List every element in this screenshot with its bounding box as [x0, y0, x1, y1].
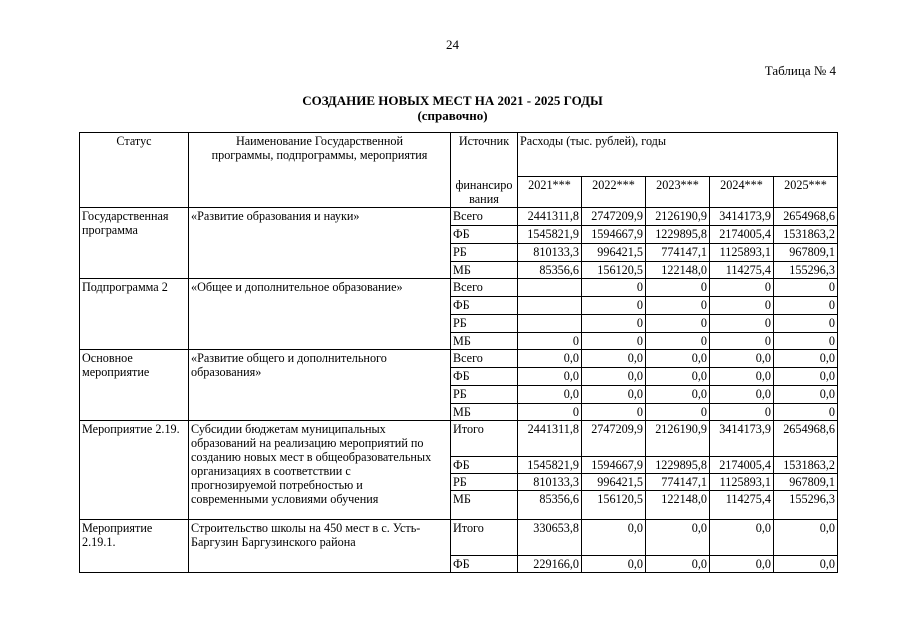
row-status: Мероприятие 2.19.1. [80, 519, 189, 572]
row-value: 0 [582, 314, 646, 332]
row-value: 2174005,4 [710, 456, 774, 473]
title-line-1: СОЗДАНИЕ НОВЫХ МЕСТ НА 2021 - 2025 ГОДЫ [302, 93, 603, 108]
header-name: Наименование Государственной программы, подпрограммы, мероприятия [189, 133, 451, 208]
header-year: 2021*** [518, 177, 582, 208]
row-value: 0,0 [646, 385, 710, 403]
row-value: 0,0 [710, 385, 774, 403]
row-value: 85356,6 [518, 490, 582, 519]
header-source-top: Источник [451, 133, 518, 177]
header-expenses: Расходы (тыс. рублей), годы [518, 133, 838, 177]
row-value: 0 [582, 278, 646, 296]
title-line-2: (справочно) [417, 108, 488, 123]
row-value: 0,0 [710, 555, 774, 572]
row-value: 1594667,9 [582, 456, 646, 473]
row-source: РБ [451, 473, 518, 490]
row-source: ФБ [451, 296, 518, 314]
row-value: 156120,5 [582, 490, 646, 519]
row-value: 2747209,9 [582, 420, 646, 456]
row-value: 1531863,2 [774, 456, 838, 473]
row-value: 996421,5 [582, 243, 646, 261]
row-value: 2747209,9 [582, 207, 646, 225]
row-value: 0 [774, 296, 838, 314]
row-value: 1229895,8 [646, 225, 710, 243]
row-value: 2441311,8 [518, 420, 582, 456]
row-value: 1229895,8 [646, 456, 710, 473]
row-value: 810133,3 [518, 473, 582, 490]
row-value [518, 314, 582, 332]
row-program-name: «Развитие образования и науки» [189, 207, 451, 278]
row-value: 0,0 [518, 349, 582, 367]
row-value: 0 [646, 296, 710, 314]
row-value: 0 [646, 278, 710, 296]
row-value: 0 [710, 314, 774, 332]
row-value: 0 [774, 314, 838, 332]
row-program-name: «Общее и дополнительное образование» [189, 278, 451, 349]
row-value: 0,0 [774, 349, 838, 367]
row-value: 1125893,1 [710, 243, 774, 261]
row-source: МБ [451, 490, 518, 519]
row-value: 0,0 [646, 519, 710, 555]
row-value: 85356,6 [518, 261, 582, 278]
row-value: 0 [710, 332, 774, 349]
row-value: 0,0 [582, 555, 646, 572]
table-label: Таблица № 4 [764, 63, 836, 78]
row-status: Основное мероприятие [80, 349, 189, 420]
row-value: 996421,5 [582, 473, 646, 490]
row-value: 774147,1 [646, 243, 710, 261]
table-row [80, 278, 838, 296]
row-value: 0 [710, 296, 774, 314]
row-value: 3414173,9 [710, 207, 774, 225]
row-value: 2654968,6 [774, 420, 838, 456]
row-value: 2654968,6 [774, 207, 838, 225]
row-value: 155296,3 [774, 261, 838, 278]
row-value: 0,0 [646, 367, 710, 385]
row-value: 0,0 [582, 519, 646, 555]
row-program-name: Субсидии бюджетам муниципальных образований на реализацию мероприятий по созданию новых мест в общеобразовательных организациях в соответствии с прогнозируемой потребностью и современными условиями обучения [189, 420, 451, 519]
row-value: 122148,0 [646, 490, 710, 519]
header-year: 2022*** [582, 177, 646, 208]
row-status: Государственная программа [80, 207, 189, 278]
row-source: РБ [451, 243, 518, 261]
row-value: 0,0 [518, 367, 582, 385]
row-value: 0 [646, 314, 710, 332]
row-source: МБ [451, 403, 518, 420]
row-value: 155296,3 [774, 490, 838, 519]
row-source: ФБ [451, 225, 518, 243]
row-value: 0,0 [774, 385, 838, 403]
row-value: 0,0 [582, 367, 646, 385]
row-source: Всего [451, 278, 518, 296]
row-value: 967809,1 [774, 243, 838, 261]
row-value: 0,0 [710, 367, 774, 385]
row-value: 0 [710, 278, 774, 296]
row-value: 114275,4 [710, 490, 774, 519]
row-value: 967809,1 [774, 473, 838, 490]
row-source: ФБ [451, 367, 518, 385]
row-value: 0 [646, 332, 710, 349]
row-value: 0 [582, 332, 646, 349]
row-value: 0,0 [710, 349, 774, 367]
row-value: 0 [774, 278, 838, 296]
row-source: Итого [451, 519, 518, 555]
row-value: 2441311,8 [518, 207, 582, 225]
funding-table [79, 132, 838, 573]
row-value: 0 [518, 332, 582, 349]
row-source: ФБ [451, 555, 518, 572]
header-status: Статус [80, 133, 189, 208]
table-row [80, 349, 838, 367]
row-value: 156120,5 [582, 261, 646, 278]
table-row [80, 519, 838, 555]
row-value: 1125893,1 [710, 473, 774, 490]
row-value: 2174005,4 [710, 225, 774, 243]
row-value: 2126190,9 [646, 207, 710, 225]
row-value: 0,0 [774, 555, 838, 572]
row-source: Всего [451, 207, 518, 225]
row-value: 122148,0 [646, 261, 710, 278]
row-status: Подпрограмма 2 [80, 278, 189, 349]
row-value: 1545821,9 [518, 456, 582, 473]
row-value: 0,0 [582, 385, 646, 403]
header-year: 2025*** [774, 177, 838, 208]
table-row [80, 420, 838, 456]
row-value: 0 [646, 403, 710, 420]
row-source: РБ [451, 314, 518, 332]
row-program-name: Строительство школы на 450 мест в с. Усть- Баргузин Баргузинского района [189, 519, 451, 572]
row-value: 0,0 [710, 519, 774, 555]
row-value: 0 [518, 403, 582, 420]
row-value: 0 [582, 296, 646, 314]
row-program-name: «Развитие общего и дополнительного образования» [189, 349, 451, 420]
row-value: 0,0 [518, 385, 582, 403]
row-value: 0,0 [774, 519, 838, 555]
row-value [518, 278, 582, 296]
row-value: 0 [582, 403, 646, 420]
row-value: 0,0 [582, 349, 646, 367]
row-value: 1545821,9 [518, 225, 582, 243]
row-source: МБ [451, 332, 518, 349]
row-value: 0,0 [646, 555, 710, 572]
document-title [0, 93, 905, 123]
row-source: РБ [451, 385, 518, 403]
row-source: Итого [451, 420, 518, 456]
row-status: Мероприятие 2.19. [80, 420, 189, 519]
row-source: ФБ [451, 456, 518, 473]
row-value: 1594667,9 [582, 225, 646, 243]
row-source: Всего [451, 349, 518, 367]
row-value: 330653,8 [518, 519, 582, 555]
table-row [80, 207, 838, 225]
row-value: 0,0 [774, 367, 838, 385]
row-value: 0 [710, 403, 774, 420]
row-value: 0,0 [646, 349, 710, 367]
row-value: 1531863,2 [774, 225, 838, 243]
row-value: 114275,4 [710, 261, 774, 278]
row-value: 2126190,9 [646, 420, 710, 456]
header-source-bottom: финансиро вания [451, 177, 518, 208]
row-value: 810133,3 [518, 243, 582, 261]
header-year: 2023*** [646, 177, 710, 208]
row-value: 774147,1 [646, 473, 710, 490]
row-value [518, 296, 582, 314]
row-value: 229166,0 [518, 555, 582, 572]
header-year: 2024*** [710, 177, 774, 208]
row-value: 0 [774, 403, 838, 420]
row-value: 0 [774, 332, 838, 349]
row-source: МБ [451, 261, 518, 278]
page-number: 24 [446, 37, 459, 52]
row-value: 3414173,9 [710, 420, 774, 456]
